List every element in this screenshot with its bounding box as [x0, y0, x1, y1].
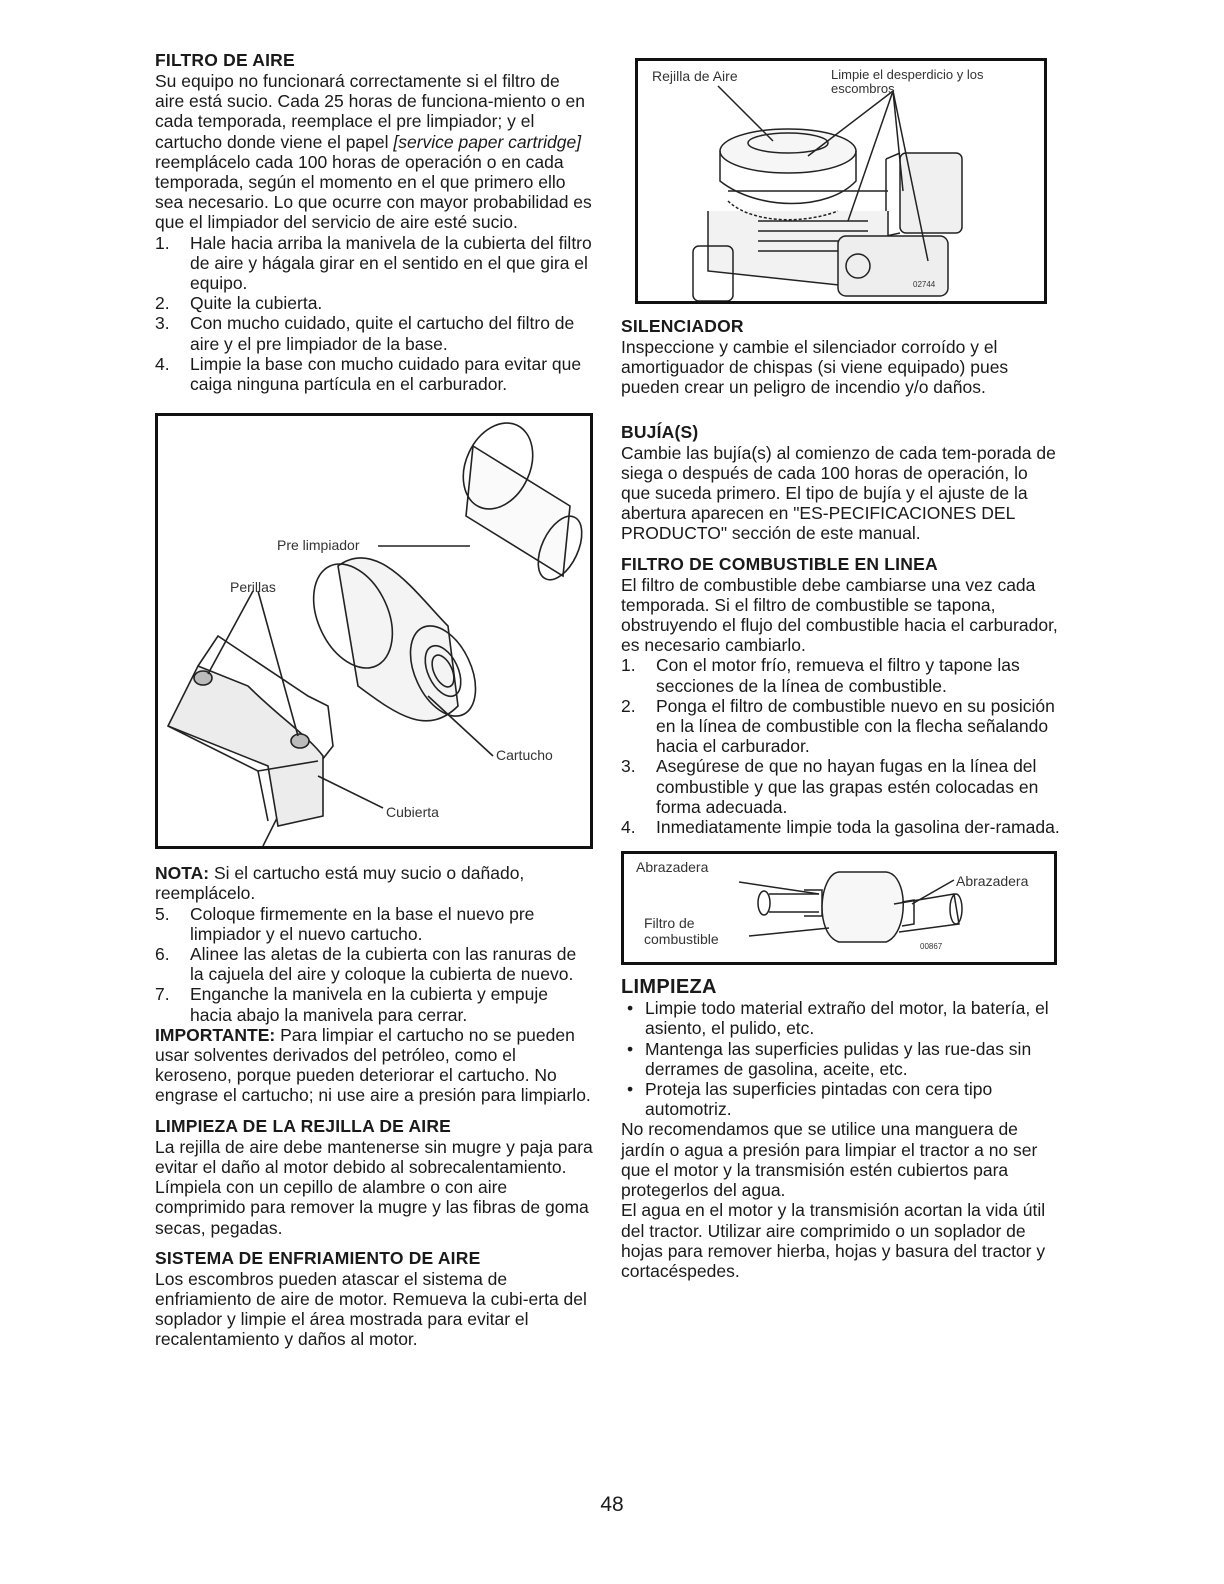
filtro-label-line1: Filtro de — [644, 915, 695, 932]
list-item: 1. Hale hacia arriba la manivela de la cubierta del filtro de aire y hágala girar en el sentido en el que gira el equipo. — [155, 232, 592, 294]
list-item: • Proteja las superficies pintadas con cera tipo automotriz. — [627, 1079, 993, 1120]
importante-label: IMPORTANTE: — [155, 1024, 276, 1045]
rejilla-label: Rejilla de Aire — [652, 68, 738, 84]
silenciador-text: Inspeccione y cambie el silenciador corroído y el amortiguador de chispas (si viene equipado) pues pueden crear un peligro de incendio y/o daños. — [621, 337, 1009, 398]
list-item: • Limpie todo material extraño del motor, la batería, el asiento, el pulido, etc. — [627, 998, 1049, 1039]
nota-label: NOTA: — [155, 863, 210, 884]
enfriamiento-text: Los escombros pueden atascar el sistema de enfriamiento de aire de motor. Remueva la cubi-erta del soplador y limpie el área mostrada para evitar el recalentamiento y daños al motor. — [155, 1268, 587, 1350]
filtro-steps — [155, 233, 593, 395]
filtro-steps-2 — [155, 904, 593, 1025]
abrazadera-right-label: Abrazadera — [956, 873, 1029, 890]
left-column — [155, 50, 593, 1350]
limpieza-para2: El agua en el motor y la transmisión acortan la vida útil del tractor. Utilizar aire comprimido o un soplador de hojas para remover hierba, hojas y basura del tractor y cortacéspedes. — [621, 1200, 1046, 1281]
page-number: 48 — [600, 1493, 624, 1516]
list-item: 3. Asegúrese de que no hayan fugas en la línea del combustible y que las grapas estén colocadas en forma adecuada. — [621, 756, 1039, 817]
list-item: • Mantenga las superficies pulidas y las rue-das sin derrames de gasolina, aceite, etc. — [627, 1038, 1032, 1079]
rejilla-heading: LIMPIEZA DE LA REJILLA DE AIRE — [155, 1115, 452, 1136]
list-item: 6. Alinee las aletas de la cubierta con las ranuras de la cajuela del aire y coloque la cubierta de nuevo. — [155, 944, 577, 985]
silenciador-heading: SILENCIADOR — [621, 316, 744, 336]
limpieza-bullets — [621, 998, 1061, 1119]
importante-paragraph: IMPORTANTE: Para limpiar el cartucho no se pueden usar solventes derivados del petróleo, como el keroseno, porque pueden deteriorar el cartucho. No engrase el cartucho; ni use aire a presión para limpiarlo. — [155, 1024, 591, 1106]
cartucho-label: Cartucho — [496, 747, 553, 764]
limpie-label-line1: Limpie el desperdicio y los — [831, 67, 984, 82]
pre-limpiador-label: Pre limpiador — [277, 537, 360, 554]
abrazadera-left-label: Abrazadera — [636, 859, 709, 876]
bujia-heading: BUJÍA(S) — [621, 421, 699, 442]
engine-figure — [635, 58, 1047, 304]
limpie-label-line2: escombros — [831, 81, 895, 96]
fuel-filter-figure — [621, 851, 1057, 965]
list-item: 7. Enganche la manivela en la cubierta y empuje hacia abajo la manivela para cerrar. — [155, 984, 548, 1025]
engine-figure-code: 02744 — [913, 280, 936, 289]
combustible-text: El filtro de combustible debe cambiarse una vez cada temporada. Si el filtro de combustible se tapona, obstruyendo el flujo del combustible hacia el carburador, es necesario cambiarlo. — [621, 574, 1058, 656]
perillas-label: Perillas — [230, 579, 276, 596]
rejilla-text: La rejilla de aire debe mantenerse sin mugre y paja para evitar el daño al motor debido al sobrecalentamiento. Límpiela con un cepillo de alambre o con aire comprimido para remover la mugre y las fibras de goma secas, pegadas. — [155, 1136, 593, 1238]
nota-paragraph: NOTA: Si el cartucho está muy sucio o dañado, reemplácelo. — [155, 863, 525, 904]
list-item: 1. Con el motor frío, remueva el filtro y tapone las secciones de la línea de combustible. — [621, 655, 1020, 696]
list-item: 5. Coloque firmemente en la base el nuevo pre limpiador y el nuevo cartucho. — [155, 903, 535, 944]
right-column — [621, 58, 1061, 1281]
list-item: 4. Inmediatamente limpie toda la gasolina der-ramada. — [621, 817, 1060, 838]
cubierta-label: Cubierta — [386, 804, 439, 821]
enfriamiento-heading: SISTEMA DE ENFRIAMIENTO DE AIRE — [155, 1247, 481, 1268]
combustible-heading: FILTRO DE COMBUSTIBLE EN LINEA — [621, 553, 938, 574]
combustible-steps — [621, 655, 1061, 837]
bujia-text: Cambie las bujía(s) al comienzo de cada tem-porada de siega o después de cada 100 horas de operación, lo que suceda primero. El tipo de bujía y el ajuste de la abertura aparecen en "ES-PECIFICACIONES DEL PRODUCTO" sección de este manual. — [621, 442, 1056, 544]
list-item: 2. Quite la cubierta. — [155, 293, 323, 314]
engine-illustration — [638, 61, 1044, 301]
fuel-filter-code: 00867 — [920, 942, 943, 952]
air-filter-figure — [155, 413, 593, 849]
limpieza-heading: LIMPIEZA — [621, 976, 717, 999]
limpieza-para1: No recomendamos que se utilice una manguera de jardín o agua a presión para limpiar el tractor a no ser que el motor y la transmisión estén cubiertos para protegerlos del agua. — [621, 1119, 1038, 1201]
filtro-intro-italic: [service paper cartridge] — [393, 131, 582, 152]
air-filter-illustration — [158, 416, 590, 846]
list-item: 4. Limpie la base con mucho cuidado para evitar que caiga ninguna partícula en el carburador. — [155, 353, 582, 395]
filtro-intro: Su equipo no funcionará correctamente si el filtro de aire está sucio. Cada 25 horas de funciona-miento o en cada temporada, reemplace el pre limpiador; y el cartucho donde viene el papel [service paper cartridge] reemplácelo cada 100 horas de operación o en cada temporada, según el momento en el que primero ello sea necesario. Lo que ocurre con mayor probabilidad es que el limpiador del servicio de aire esté sucio. — [155, 71, 592, 233]
filtro-label-line2: combustible — [644, 931, 719, 948]
list-item: 2. Ponga el filtro de combustible nuevo en su posición en la línea de combustible con la flecha señalando hacia el carburador. — [621, 695, 1055, 757]
filtro-heading: FILTRO DE AIRE — [155, 50, 295, 70]
list-item: 3. Con mucho cuidado, quite el cartucho del filtro de aire y el pre limpiador de la base. — [155, 313, 575, 354]
